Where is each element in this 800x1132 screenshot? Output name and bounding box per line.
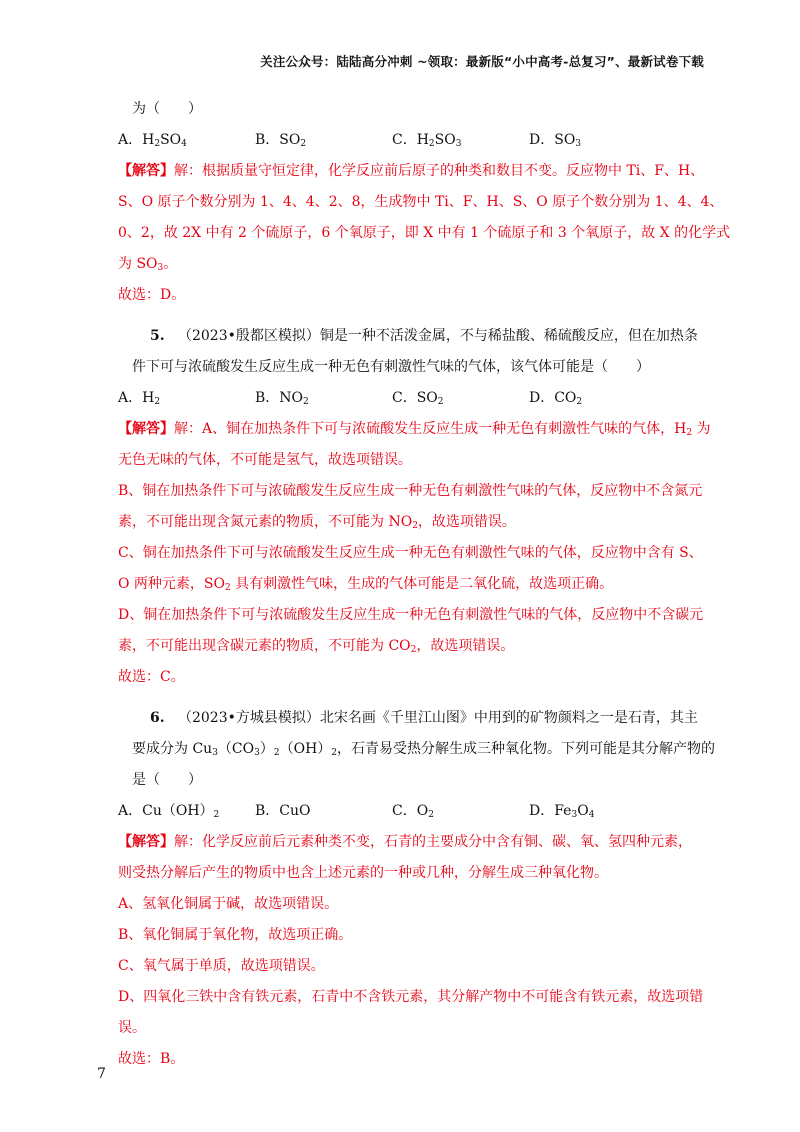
document-body xyxy=(118,94,731,1075)
answer-line: B、氧化铜属于氧化物，故选项正确。 xyxy=(118,927,353,943)
q6-stem: 6. （2023•方城县模拟）北宋名画《千里江山图》中用到的矿物颜料之一是石青，其主 xyxy=(150,710,698,726)
answer-line: O 两种元素，$SO_2$ 具有刺激性气味，生成的气体可能是二氧化硫，故选项正确。 xyxy=(118,576,614,593)
answer-line: 无色无味的气体，不可能是氢气，故选项错误。 xyxy=(118,452,412,468)
q6-stem-cont: 要成分为 $Cu_3(CO_3)_2(OH)_2$，石青易受热分解生成三种氧化物。下列可能是其分解产物的 xyxy=(132,741,716,758)
q5-options xyxy=(118,383,708,414)
q5-stem: 5. （2023•殷都区模拟）铜是一种不活泼金属，不与稀盐酸、稀硫酸反应，但在加热条 xyxy=(150,328,698,344)
answer-line: 素，不可能出现含碳元素的物质，不可能为 $CO_2$，故选项错误。 xyxy=(118,638,515,655)
q4-stem-tail: 为（ ） xyxy=(132,101,202,117)
option: B．CuO xyxy=(255,803,311,819)
answer-choice: 故选：D。 xyxy=(118,287,186,303)
page-number: 7 xyxy=(97,1066,106,1082)
answer-line: B、铜在加热条件下可与浓硫酸发生反应生成一种无色有刺激性气味的气体，反应物中不含氮元 xyxy=(118,483,703,499)
q6-stem-cont: 是（ ） xyxy=(132,772,202,788)
answer-line: D、铜在加热条件下可与浓硫酸发生反应生成一种无色有刺激性气味的气体，反应物中不含碳元 xyxy=(118,607,704,623)
option: D．$CO_2$ xyxy=(529,390,583,407)
answer-line: 为 $SO_3$。 xyxy=(118,256,178,273)
question-number: 5. xyxy=(150,328,165,344)
answer-line: 【解答】解：A、铜在加热条件下可与浓硫酸发生反应生成一种无色有刺激性气味的气体，$H_2$ 为 xyxy=(118,421,711,438)
answer-line: C、铜在加热条件下可与浓硫酸发生反应生成一种无色有刺激性气味的气体，反应物中含有 S、 xyxy=(118,545,703,561)
option: C．$O_2$ xyxy=(392,803,434,820)
answer-line: 【解答】解：化学反应前后元素种类不变，石青的主要成分中含有铜、碳、氧、氢四种元素， xyxy=(118,834,692,850)
option: D．$SO_3$ xyxy=(529,132,582,149)
q5-stem-cont: 件下可与浓硫酸发生反应生成一种无色有刺激性气味的气体，该气体可能是（ ） xyxy=(132,359,650,375)
option: D．$Fe_3O_4$ xyxy=(529,803,595,820)
answer-line: 0、2，故 2X 中有 2 个硫原子，6 个氧原子，即 X 中有 1 个硫原子和 3 个氧原子，故 X 的化学式 xyxy=(118,225,731,241)
answer-line: 素，不可能出现含氮元素的物质，不可能为 $NO_2$，故选项错误。 xyxy=(118,514,516,531)
answer-line: 误。 xyxy=(118,1020,146,1036)
option: A．$H_2$ xyxy=(118,390,161,407)
option: C．$SO_2$ xyxy=(392,390,444,407)
option: A．$Cu(OH)_2$ xyxy=(118,803,220,820)
option: A．$H_2SO_4$ xyxy=(118,132,187,149)
option: B．$SO_2$ xyxy=(255,132,307,149)
answer-line: A、氢氧化铜属于碱，故选项错误。 xyxy=(118,896,339,912)
answer-label: 【解答】 xyxy=(118,421,174,437)
question-number: 6. xyxy=(150,710,165,726)
q6-options xyxy=(118,796,708,827)
answer-label: 【解答】 xyxy=(118,834,174,850)
answer-line: C、氧气属于单质，故选项错误。 xyxy=(118,958,325,974)
page-header: 关注公众号：陆陆高分冲刺 ~领取：最新版“小中高考-总复习”、最新试卷下载 xyxy=(260,54,704,69)
answer-line: 则受热分解后产生的物质中也含上述元素的一种或几种，分解生成三种氧化物。 xyxy=(118,865,608,881)
answer-line: D、四氧化三铁中含有铁元素，石青中不含铁元素，其分解产物中不可能含有铁元素，故选项错 xyxy=(118,989,704,1005)
answer-choice: 故选：C。 xyxy=(118,669,185,685)
answer-line: 【解答】解：根据质量守恒定律，化学反应前后原子的种类和数目不变。反应物中 Ti、F、H、 xyxy=(118,163,705,179)
option: C．$H_2SO_3$ xyxy=(392,132,462,149)
answer-label: 【解答】 xyxy=(118,163,174,179)
q4-options xyxy=(118,125,708,156)
answer-choice: 故选：B。 xyxy=(118,1051,185,1067)
option: B．$NO_2$ xyxy=(255,390,309,407)
answer-line: S、O 原子个数分别为 1、4、4、2、8，生成物中 Ti、F、H、S、O 原子个数分别为 1、4、4、 xyxy=(118,194,724,210)
